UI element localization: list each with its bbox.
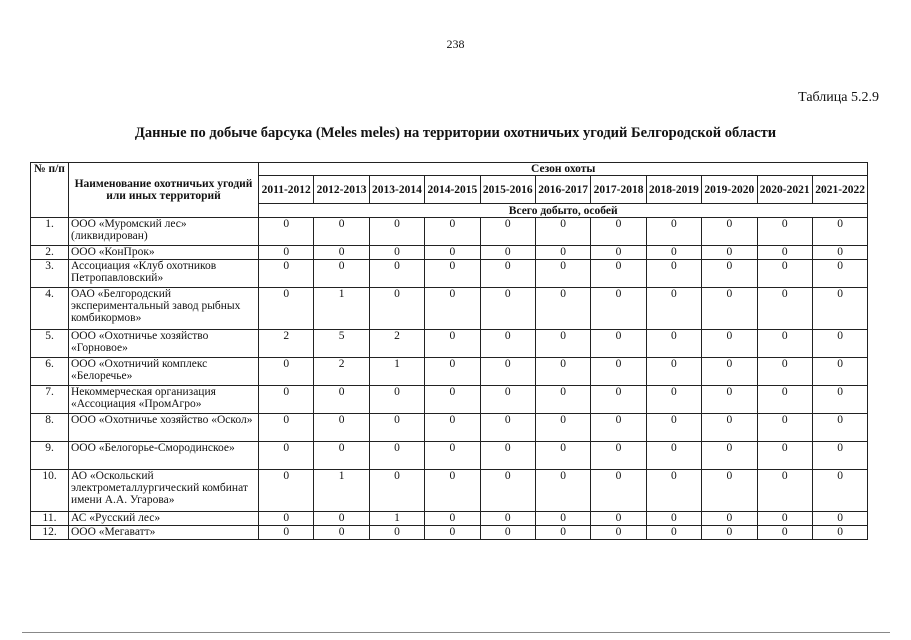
harvest-value: 0 xyxy=(812,330,867,358)
harvest-value: 0 xyxy=(757,260,812,288)
harvest-value: 0 xyxy=(480,330,535,358)
harvest-value: 0 xyxy=(757,470,812,512)
harvest-value: 0 xyxy=(314,260,369,288)
territory-name: АО «Оскольский электрометаллургический комбинат имени А.А. Угарова» xyxy=(69,470,259,512)
harvest-value: 0 xyxy=(646,526,701,540)
harvest-value: 2 xyxy=(259,330,314,358)
harvest-value: 5 xyxy=(314,330,369,358)
harvest-value: 1 xyxy=(314,470,369,512)
harvest-value: 0 xyxy=(259,358,314,386)
harvest-value: 0 xyxy=(314,414,369,442)
harvest-value: 0 xyxy=(259,526,314,540)
harvest-value: 0 xyxy=(646,288,701,330)
territory-name: ОАО «Белгородский экспериментальный завод рыбных комбикормов» xyxy=(69,288,259,330)
harvest-value: 0 xyxy=(812,288,867,330)
harvest-value: 0 xyxy=(369,386,424,414)
season-header: 2020-2021 xyxy=(757,176,812,204)
season-header: 2018-2019 xyxy=(646,176,701,204)
harvest-value: 0 xyxy=(259,442,314,470)
row-number: 5. xyxy=(31,330,69,358)
harvest-value: 0 xyxy=(314,512,369,526)
harvest-value: 0 xyxy=(591,386,646,414)
harvest-value: 1 xyxy=(314,288,369,330)
page-number: 238 xyxy=(446,37,465,51)
harvest-value: 0 xyxy=(702,386,757,414)
harvest-value: 1 xyxy=(369,512,424,526)
harvest-value: 0 xyxy=(702,358,757,386)
table-row xyxy=(31,330,868,358)
harvest-value: 0 xyxy=(369,414,424,442)
season-header: 2014-2015 xyxy=(425,176,480,204)
harvest-value: 0 xyxy=(757,442,812,470)
harvest-value: 0 xyxy=(702,246,757,260)
harvest-value: 0 xyxy=(591,414,646,442)
harvest-value: 0 xyxy=(591,470,646,512)
season-header: 2017-2018 xyxy=(591,176,646,204)
harvest-value: 0 xyxy=(535,442,590,470)
territory-name: АС «Русский лес» xyxy=(69,512,259,526)
harvest-value: 0 xyxy=(314,442,369,470)
harvest-value: 0 xyxy=(369,470,424,512)
harvest-value: 0 xyxy=(757,386,812,414)
harvest-value: 0 xyxy=(591,260,646,288)
harvest-value: 0 xyxy=(480,470,535,512)
harvest-value: 0 xyxy=(369,288,424,330)
harvest-value: 0 xyxy=(259,246,314,260)
harvest-value: 0 xyxy=(425,330,480,358)
harvest-value: 0 xyxy=(480,414,535,442)
harvest-value: 0 xyxy=(425,442,480,470)
header-total-harvested: Всего добыто, особей xyxy=(259,204,868,218)
harvest-value: 0 xyxy=(259,288,314,330)
table-row xyxy=(31,386,868,414)
table-row xyxy=(31,512,868,526)
harvest-value: 0 xyxy=(646,386,701,414)
territory-name: ООО «Муромский лес» (ликвидирован) xyxy=(69,218,259,246)
row-number: 12. xyxy=(31,526,69,540)
harvest-value: 0 xyxy=(591,288,646,330)
season-header: 2016-2017 xyxy=(535,176,590,204)
harvest-value: 0 xyxy=(646,218,701,246)
harvest-value: 0 xyxy=(812,414,867,442)
row-number: 11. xyxy=(31,512,69,526)
harvest-value: 0 xyxy=(646,442,701,470)
harvest-value: 0 xyxy=(480,442,535,470)
harvest-value: 0 xyxy=(425,218,480,246)
harvest-value: 0 xyxy=(812,512,867,526)
harvest-value: 0 xyxy=(314,246,369,260)
harvest-value: 0 xyxy=(702,414,757,442)
territory-name: ООО «Белогорье-Смородинское» xyxy=(69,442,259,470)
harvest-value: 0 xyxy=(425,414,480,442)
row-number: 7. xyxy=(31,386,69,414)
harvest-value: 0 xyxy=(425,512,480,526)
harvest-value: 0 xyxy=(425,288,480,330)
harvest-value: 0 xyxy=(757,414,812,442)
harvest-value: 0 xyxy=(535,260,590,288)
harvest-value: 0 xyxy=(646,414,701,442)
header-num: № п/п xyxy=(31,163,69,218)
table-header xyxy=(31,163,868,218)
harvest-value: 0 xyxy=(480,386,535,414)
harvest-value: 0 xyxy=(812,358,867,386)
harvest-value: 0 xyxy=(812,526,867,540)
territory-name: ООО «Охотничий комплекс «Белоречье» xyxy=(69,358,259,386)
harvest-value: 0 xyxy=(702,442,757,470)
harvest-value: 0 xyxy=(369,526,424,540)
harvest-value: 0 xyxy=(535,246,590,260)
table-label: Таблица 5.2.9 xyxy=(798,90,879,105)
harvest-value: 0 xyxy=(425,470,480,512)
territory-name: Ассоциация «Клуб охотников Петропавловский» xyxy=(69,260,259,288)
harvest-value: 0 xyxy=(757,526,812,540)
harvest-value: 0 xyxy=(480,358,535,386)
harvest-value: 0 xyxy=(425,260,480,288)
table-row xyxy=(31,218,868,246)
harvest-value: 0 xyxy=(591,246,646,260)
season-header: 2019-2020 xyxy=(702,176,757,204)
harvest-value: 0 xyxy=(425,358,480,386)
harvest-value: 2 xyxy=(369,330,424,358)
harvest-value: 0 xyxy=(591,358,646,386)
harvest-value: 0 xyxy=(702,526,757,540)
row-number: 10. xyxy=(31,470,69,512)
harvest-value: 1 xyxy=(369,358,424,386)
table-row xyxy=(31,358,868,386)
table-row xyxy=(31,442,868,470)
table-body xyxy=(31,218,868,540)
harvest-value: 0 xyxy=(535,330,590,358)
harvest-value: 0 xyxy=(702,470,757,512)
harvest-value: 0 xyxy=(757,358,812,386)
harvest-value: 0 xyxy=(702,512,757,526)
season-header: 2012-2013 xyxy=(314,176,369,204)
row-number: 2. xyxy=(31,246,69,260)
row-number: 9. xyxy=(31,442,69,470)
harvest-value: 0 xyxy=(646,470,701,512)
harvest-value: 0 xyxy=(480,512,535,526)
table-row xyxy=(31,414,868,442)
harvest-value: 0 xyxy=(314,386,369,414)
row-number: 6. xyxy=(31,358,69,386)
harvest-value: 0 xyxy=(314,526,369,540)
harvest-value: 0 xyxy=(646,512,701,526)
harvest-value: 0 xyxy=(702,260,757,288)
harvest-value: 0 xyxy=(369,246,424,260)
harvest-value: 0 xyxy=(480,288,535,330)
harvest-value: 0 xyxy=(812,246,867,260)
harvest-value: 2 xyxy=(314,358,369,386)
harvest-value: 0 xyxy=(702,330,757,358)
harvest-value: 0 xyxy=(369,442,424,470)
harvest-value: 0 xyxy=(480,246,535,260)
harvest-value: 0 xyxy=(369,260,424,288)
table-row xyxy=(31,260,868,288)
territory-name: Некоммерческая организация «Ассоциация «ПромАгро» xyxy=(69,386,259,414)
harvest-value: 0 xyxy=(259,218,314,246)
harvest-table xyxy=(30,162,868,540)
harvest-value: 0 xyxy=(757,288,812,330)
document-title: Данные по добыче барсука (Meles meles) на территории охотничьих угодий Белгородской области xyxy=(134,125,777,141)
harvest-value: 0 xyxy=(480,218,535,246)
harvest-value: 0 xyxy=(314,218,369,246)
harvest-value: 0 xyxy=(535,414,590,442)
row-number: 8. xyxy=(31,414,69,442)
harvest-value: 0 xyxy=(259,386,314,414)
harvest-value: 0 xyxy=(259,470,314,512)
row-number: 1. xyxy=(31,218,69,246)
season-header: 2021-2022 xyxy=(812,176,867,204)
harvest-value: 0 xyxy=(535,512,590,526)
harvest-value: 0 xyxy=(535,288,590,330)
bottom-rule xyxy=(22,632,890,633)
harvest-value: 0 xyxy=(757,512,812,526)
harvest-value: 0 xyxy=(646,260,701,288)
harvest-value: 0 xyxy=(646,358,701,386)
harvest-value: 0 xyxy=(812,218,867,246)
season-header: 2011-2012 xyxy=(259,176,314,204)
harvest-value: 0 xyxy=(646,246,701,260)
table-row xyxy=(31,246,868,260)
harvest-value: 0 xyxy=(535,358,590,386)
harvest-value: 0 xyxy=(480,526,535,540)
harvest-value: 0 xyxy=(535,386,590,414)
header-name: Наименование охотничьих угодий или иных территорий xyxy=(69,163,259,218)
harvest-value: 0 xyxy=(425,386,480,414)
harvest-value: 0 xyxy=(702,288,757,330)
harvest-value: 0 xyxy=(812,442,867,470)
harvest-value: 0 xyxy=(702,218,757,246)
harvest-value: 0 xyxy=(591,330,646,358)
row-number: 4. xyxy=(31,288,69,330)
harvest-value: 0 xyxy=(259,414,314,442)
harvest-value: 0 xyxy=(535,470,590,512)
harvest-value: 0 xyxy=(812,470,867,512)
table-row xyxy=(31,288,868,330)
harvest-value: 0 xyxy=(425,246,480,260)
territory-name: ООО «Охотничье хозяйство «Горновое» xyxy=(69,330,259,358)
harvest-value: 0 xyxy=(425,526,480,540)
harvest-value: 0 xyxy=(591,218,646,246)
header-season-group: Сезон охоты xyxy=(259,163,868,176)
territory-name: ООО «КонПрок» xyxy=(69,246,259,260)
harvest-value: 0 xyxy=(757,218,812,246)
harvest-value: 0 xyxy=(757,330,812,358)
harvest-value: 0 xyxy=(646,330,701,358)
harvest-value: 0 xyxy=(591,442,646,470)
harvest-value: 0 xyxy=(369,218,424,246)
harvest-value: 0 xyxy=(480,260,535,288)
season-header: 2013-2014 xyxy=(369,176,424,204)
table-row xyxy=(31,526,868,540)
season-header: 2015-2016 xyxy=(480,176,535,204)
harvest-value: 0 xyxy=(757,246,812,260)
harvest-value: 0 xyxy=(535,526,590,540)
row-number: 3. xyxy=(31,260,69,288)
harvest-value: 0 xyxy=(591,512,646,526)
harvest-value: 0 xyxy=(259,260,314,288)
harvest-value: 0 xyxy=(259,512,314,526)
harvest-value: 0 xyxy=(812,386,867,414)
harvest-value: 0 xyxy=(812,260,867,288)
table-row xyxy=(31,470,868,512)
harvest-value: 0 xyxy=(535,218,590,246)
territory-name: ООО «Мегаватт» xyxy=(69,526,259,540)
territory-name: ООО «Охотничье хозяйство «Оскол» xyxy=(69,414,259,442)
harvest-value: 0 xyxy=(591,526,646,540)
